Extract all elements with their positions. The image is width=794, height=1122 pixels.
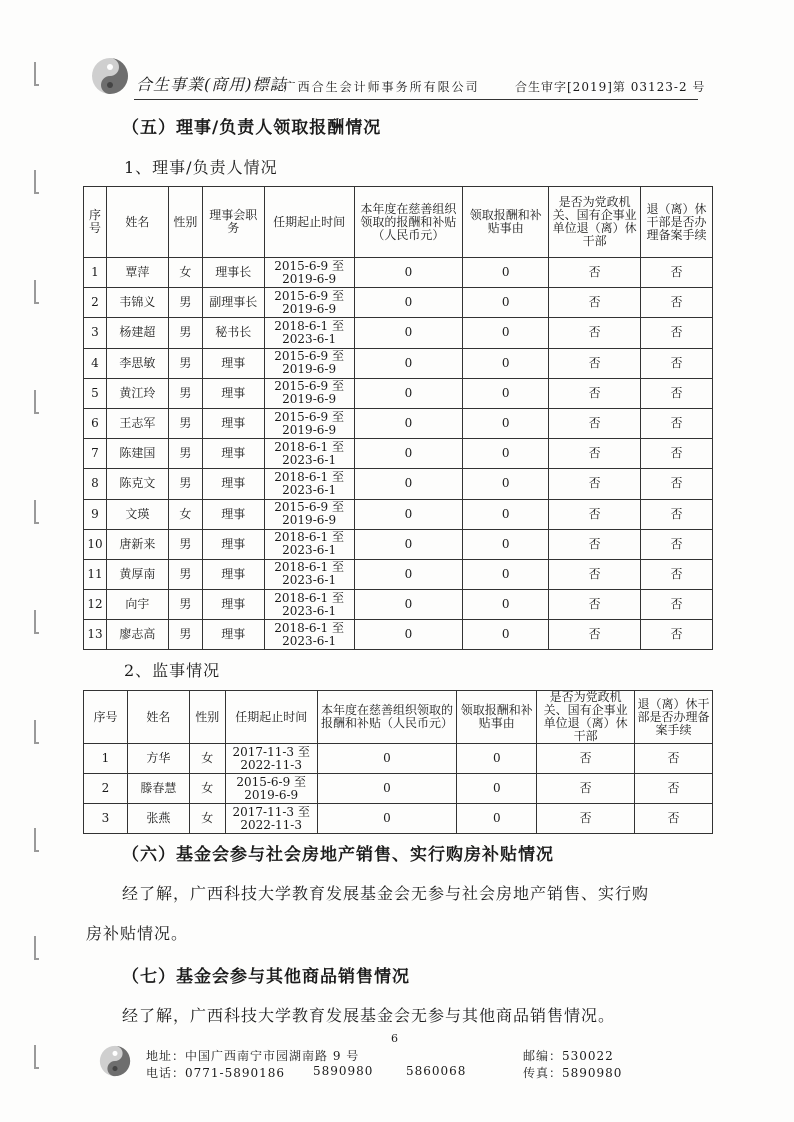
table-cell: 0	[463, 258, 549, 288]
binder-mark	[34, 936, 39, 960]
director-row	[84, 529, 713, 559]
table-cell: 李思敏	[106, 348, 168, 378]
table-cell: 6	[84, 408, 107, 438]
table-cell: 0	[317, 804, 457, 834]
firm-logo-script: 合生事業(商用)標誌	[136, 75, 287, 94]
table-cell: 11	[84, 559, 107, 589]
table-cell: 男	[168, 590, 202, 620]
supervisor-row	[84, 804, 713, 834]
table-cell: 2018-6-1 至 2023-6-1	[264, 469, 354, 499]
binder-mark	[34, 62, 39, 86]
table-cell: 0	[354, 439, 463, 469]
table-cell: 否	[641, 469, 713, 499]
table-cell: 9	[84, 499, 107, 529]
table-cell: 否	[549, 499, 641, 529]
subsection-directors-title: 1、理事/负责人情况	[124, 158, 278, 177]
table-cell: 覃萍	[106, 258, 168, 288]
col-header: 退（离）休干部是否办理备案手续	[635, 691, 713, 744]
table-cell: 否	[641, 408, 713, 438]
table-cell: 0	[463, 378, 549, 408]
table-cell: 女	[189, 804, 225, 834]
director-row	[84, 469, 713, 499]
table-cell: 理事	[202, 590, 264, 620]
table-cell: 女	[168, 499, 202, 529]
table-cell: 黄江玲	[106, 378, 168, 408]
director-row	[84, 620, 713, 650]
table-cell: 方华	[127, 744, 189, 774]
table-cell: 男	[168, 620, 202, 650]
footer-postcode: 邮编：530022	[523, 1049, 614, 1063]
binder-mark	[34, 720, 39, 744]
table-cell: 否	[549, 620, 641, 650]
table-cell: 0	[354, 559, 463, 589]
table-cell: 2015-6-9 至 2019-6-9	[264, 499, 354, 529]
table-cell: 2015-6-9 至 2019-6-9	[264, 378, 354, 408]
col-header: 姓名	[106, 187, 168, 258]
firm-logo-icon	[90, 57, 130, 95]
director-row	[84, 499, 713, 529]
table-cell: 唐新来	[106, 529, 168, 559]
table-cell: 否	[641, 348, 713, 378]
director-row	[84, 559, 713, 589]
table-cell: 2015-6-9 至 2019-6-9	[225, 774, 317, 804]
table-cell: 1	[84, 258, 107, 288]
director-row	[84, 590, 713, 620]
table-cell: 0	[354, 378, 463, 408]
table-cell: 2018-6-1 至 2023-6-1	[264, 439, 354, 469]
table-cell: 张燕	[127, 804, 189, 834]
table-cell: 0	[354, 348, 463, 378]
table-cell: 理事长	[202, 258, 264, 288]
table-cell: 理事	[202, 348, 264, 378]
table-cell: 0	[463, 348, 549, 378]
table-cell: 否	[641, 620, 713, 650]
table-cell: 向宇	[106, 590, 168, 620]
table-cell: 否	[549, 378, 641, 408]
binder-mark	[34, 610, 39, 634]
table-cell: 理事	[202, 559, 264, 589]
director-row	[84, 408, 713, 438]
table-cell: 男	[168, 439, 202, 469]
table-cell: 男	[168, 348, 202, 378]
table-cell: 0	[457, 744, 537, 774]
table-cell: 否	[549, 439, 641, 469]
table-cell: 否	[635, 744, 713, 774]
table-cell: 否	[641, 559, 713, 589]
table-cell: 男	[168, 288, 202, 318]
col-header: 是否为党政机关、国有企事业单位退（离）休干部	[537, 691, 635, 744]
directors-table	[83, 186, 713, 650]
col-header: 领取报酬和补贴事由	[463, 187, 549, 258]
table-cell: 杨建超	[106, 318, 168, 348]
table-cell: 2015-6-9 至 2019-6-9	[264, 348, 354, 378]
table-cell: 黄厚南	[106, 559, 168, 589]
section-7-paragraph: 经了解，广西科技大学教育发展基金会无参与其他商品销售情况。	[122, 1006, 616, 1025]
director-row	[84, 318, 713, 348]
table-cell: 0	[463, 318, 549, 348]
table-cell: 女	[168, 258, 202, 288]
table-cell: 否	[549, 258, 641, 288]
table-cell: 否	[549, 318, 641, 348]
director-row	[84, 378, 713, 408]
table-cell: 男	[168, 408, 202, 438]
director-row	[84, 348, 713, 378]
table-cell: 0	[354, 288, 463, 318]
table-cell: 否	[641, 590, 713, 620]
table-cell: 2018-6-1 至 2023-6-1	[264, 529, 354, 559]
col-header: 任期起止时间	[225, 691, 317, 744]
col-header: 性别	[189, 691, 225, 744]
table-cell: 0	[354, 529, 463, 559]
table-cell: 理事	[202, 499, 264, 529]
table-cell: 4	[84, 348, 107, 378]
table-cell: 否	[641, 288, 713, 318]
table-cell: 否	[549, 559, 641, 589]
table-cell: 否	[549, 408, 641, 438]
table-cell: 理事	[202, 469, 264, 499]
table-cell: 0	[354, 469, 463, 499]
table-cell: 2	[84, 288, 107, 318]
table-cell: 0	[354, 408, 463, 438]
table-cell: 陈建国	[106, 439, 168, 469]
table-cell: 否	[549, 529, 641, 559]
table-cell: 2018-6-1 至 2023-6-1	[264, 620, 354, 650]
table-cell: 2017-11-3 至 2022-11-3	[225, 744, 317, 774]
table-cell: 滕春慧	[127, 774, 189, 804]
table-cell: 否	[641, 439, 713, 469]
table-cell: 1	[84, 744, 128, 774]
section-6-paragraph-line-2: 房补贴情况。	[86, 924, 189, 943]
col-header: 退（离）休干部是否办理备案手续	[641, 187, 713, 258]
binder-mark	[34, 170, 39, 194]
table-cell: 韦锦义	[106, 288, 168, 318]
table-cell: 男	[168, 469, 202, 499]
binder-mark	[34, 828, 39, 852]
table-cell: 理事	[202, 439, 264, 469]
footer-fax: 传真：5890980	[523, 1066, 623, 1080]
table-cell: 否	[537, 804, 635, 834]
table-cell: 男	[168, 378, 202, 408]
table-cell: 秘书长	[202, 318, 264, 348]
table-cell: 0	[463, 620, 549, 650]
table-cell: 0	[354, 590, 463, 620]
table-cell: 8	[84, 469, 107, 499]
table-cell: 0	[463, 499, 549, 529]
table-cell: 否	[635, 804, 713, 834]
table-cell: 5	[84, 378, 107, 408]
table-cell: 0	[457, 774, 537, 804]
table-cell: 理事	[202, 378, 264, 408]
director-row	[84, 439, 713, 469]
director-row	[84, 258, 713, 288]
table-cell: 0	[354, 258, 463, 288]
col-header: 性别	[168, 187, 202, 258]
col-header: 本年度在慈善组织领取的报酬和补贴（人民币元）	[317, 691, 457, 744]
col-header: 序号	[84, 187, 107, 258]
table-cell: 2018-6-1 至 2023-6-1	[264, 590, 354, 620]
table-cell: 0	[354, 318, 463, 348]
footer-phone-2: 5890980	[313, 1064, 374, 1078]
table-cell: 男	[168, 318, 202, 348]
table-cell: 副理事长	[202, 288, 264, 318]
table-cell: 2017-11-3 至 2022-11-3	[225, 804, 317, 834]
director-row	[84, 288, 713, 318]
section-7-title: （七）基金会参与其他商品销售情况	[122, 967, 410, 987]
table-cell: 理事	[202, 620, 264, 650]
table-cell: 3	[84, 318, 107, 348]
table-cell: 男	[168, 529, 202, 559]
header-divider	[134, 99, 698, 100]
table-cell: 否	[537, 774, 635, 804]
table-cell: 2015-6-9 至 2019-6-9	[264, 288, 354, 318]
col-header: 任期起止时间	[264, 187, 354, 258]
table-cell: 否	[549, 469, 641, 499]
table-cell: 0	[463, 469, 549, 499]
supervisor-row	[84, 744, 713, 774]
col-header: 姓名	[127, 691, 189, 744]
col-header: 理事会职务	[202, 187, 264, 258]
col-header: 序号	[84, 691, 128, 744]
table-cell: 0	[463, 559, 549, 589]
table-cell: 7	[84, 439, 107, 469]
table-cell: 否	[549, 288, 641, 318]
section-6-title: （六）基金会参与社会房地产销售、实行购房补贴情况	[122, 845, 554, 865]
table-cell: 否	[641, 318, 713, 348]
table-cell: 2015-6-9 至 2019-6-9	[264, 258, 354, 288]
table-cell: 0	[354, 499, 463, 529]
table-cell: 2015-6-9 至 2019-6-9	[264, 408, 354, 438]
supervisor-row	[84, 774, 713, 804]
binder-mark	[34, 280, 39, 304]
table-cell: 0	[463, 439, 549, 469]
table-cell: 0	[463, 529, 549, 559]
col-header: 是否为党政机关、国有企事业单位退（离）休干部	[549, 187, 641, 258]
table-cell: 0	[354, 620, 463, 650]
footer-phone-3: 5860068	[406, 1064, 467, 1078]
footer-logo-icon	[98, 1045, 132, 1077]
table-cell: 2018-6-1 至 2023-6-1	[264, 318, 354, 348]
table-cell: 0	[317, 744, 457, 774]
table-cell: 2018-6-1 至 2023-6-1	[264, 559, 354, 589]
section-5-title: （五）理事/负责人领取报酬情况	[122, 118, 382, 138]
table-cell: 否	[537, 744, 635, 774]
col-header: 本年度在慈善组织领取的报酬和补贴（人民币元）	[354, 187, 463, 258]
table-cell: 13	[84, 620, 107, 650]
col-header: 领取报酬和补贴事由	[457, 691, 537, 744]
table-cell: 否	[641, 258, 713, 288]
binder-mark	[34, 1045, 39, 1069]
table-cell: 12	[84, 590, 107, 620]
subsection-supervisors-title: 2、监事情况	[124, 661, 221, 680]
table-cell: 否	[641, 529, 713, 559]
table-cell: 女	[189, 774, 225, 804]
table-cell: 0	[457, 804, 537, 834]
table-cell: 女	[189, 744, 225, 774]
table-cell: 廖志高	[106, 620, 168, 650]
table-cell: 否	[635, 774, 713, 804]
report-number: 合生审字[2019]第 03123-2 号	[515, 80, 706, 94]
table-cell: 0	[463, 590, 549, 620]
table-cell: 理事	[202, 529, 264, 559]
table-cell: 理事	[202, 408, 264, 438]
table-cell: 0	[463, 408, 549, 438]
table-cell: 3	[84, 804, 128, 834]
table-cell: 0	[317, 774, 457, 804]
footer-address: 地址：中国广西南宁市园湖南路 9 号	[146, 1049, 360, 1063]
table-cell: 否	[641, 378, 713, 408]
table-cell: 文瑛	[106, 499, 168, 529]
table-cell: 10	[84, 529, 107, 559]
binder-mark	[34, 500, 39, 524]
table-cell: 0	[463, 288, 549, 318]
firm-name: · 广西合生会计师事务所有限公司	[272, 80, 480, 94]
table-cell: 陈克文	[106, 469, 168, 499]
table-cell: 2	[84, 774, 128, 804]
table-cell: 否	[641, 499, 713, 529]
page-number: 6	[391, 1032, 398, 1045]
section-6-paragraph-line-1: 经了解，广西科技大学教育发展基金会无参与社会房地产销售、实行购	[122, 884, 650, 903]
table-cell: 否	[549, 590, 641, 620]
supervisors-table	[83, 690, 713, 834]
binder-mark	[34, 390, 39, 414]
table-cell: 王志军	[106, 408, 168, 438]
table-cell: 男	[168, 559, 202, 589]
table-cell: 否	[549, 348, 641, 378]
footer-phone: 电话：0771-5890186	[146, 1066, 286, 1080]
